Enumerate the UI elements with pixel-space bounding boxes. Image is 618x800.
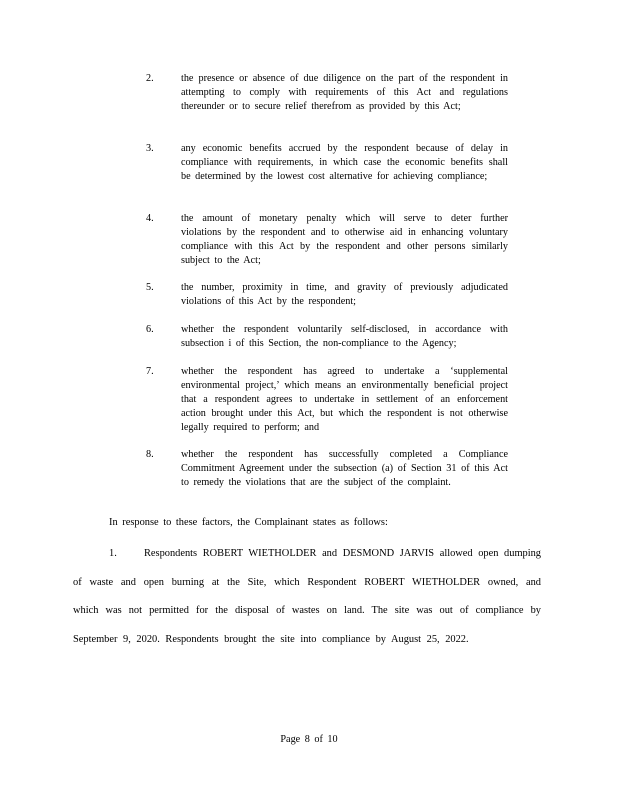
list-item-2 [146, 72, 508, 114]
list-item-text: the amount of monetary penalty which will serve to deter further violations by the respondent and to otherwise aid in enhancing voluntary compliance with this Act by the respondent and other persons similarly subject to the Act; [181, 213, 508, 266]
list-item-8 [146, 448, 508, 490]
list-item-text: whether the respondent has successfully completed a Compliance Commitment Agreement under the subsection (a) of Section 31 of this Act to remedy the violations that are the subject of the complaint. [181, 449, 508, 488]
list-item-6 [146, 323, 508, 351]
list-item-number: 7. [146, 366, 154, 377]
list-item-number: 6. [146, 324, 154, 335]
list-item-text: the presence or absence of due diligence on the part of the respondent in attempting to comply with requirements of this Act and regulations thereunder or to secure relief therefrom as provided by this Act; [181, 73, 508, 112]
list-item-number: 4. [146, 213, 154, 224]
list-item-number: 2. [146, 73, 154, 84]
paragraph-number: 1. [109, 548, 117, 559]
intro-sentence: In response to these factors, the Complainant states as follows: [109, 517, 388, 528]
paragraph-text: Respondents ROBERT WIETHOLDER and DESMOND JARVIS allowed open dumping of waste and open burning at the Site, which Respondent ROBERT WIETHOLDER owned, and which was not permitted for the disposal of wastes on land. The site was out of compliance by September 9, 2020. Respondents brought the site into compliance by August 25, 2022. [73, 548, 541, 645]
paragraph-1 [73, 540, 541, 654]
list-item-text: any economic benefits accrued by the respondent because of delay in compliance with requirements, in which case the economic benefits shall be determined by the lowest cost alternative for achieving compliance; [181, 143, 508, 182]
page-footer: Page 8 of 10 [280, 734, 338, 745]
list-item-5 [146, 281, 508, 309]
list-item-4 [146, 212, 508, 268]
list-item-text: whether the respondent voluntarily self-disclosed, in accordance with subsection i of this Section, the non-compliance to the Agency; [181, 324, 508, 349]
list-item-number: 3. [146, 143, 154, 154]
list-item-3 [146, 142, 508, 184]
list-item-number: 8. [146, 449, 154, 460]
list-item-number: 5. [146, 282, 154, 293]
list-item-text: the number, proximity in time, and gravity of previously adjudicated violations of this Act by the respondent; [181, 282, 508, 307]
list-item-text: whether the respondent has agreed to undertake a ‘supplemental environmental project,’ which means an environmentally beneficial project that a respondent agrees to undertake in settlement of an enforcement action brought under this Act, but which the respondent is not otherwise legally required to perform; and [181, 366, 508, 433]
list-item-7 [146, 365, 508, 435]
